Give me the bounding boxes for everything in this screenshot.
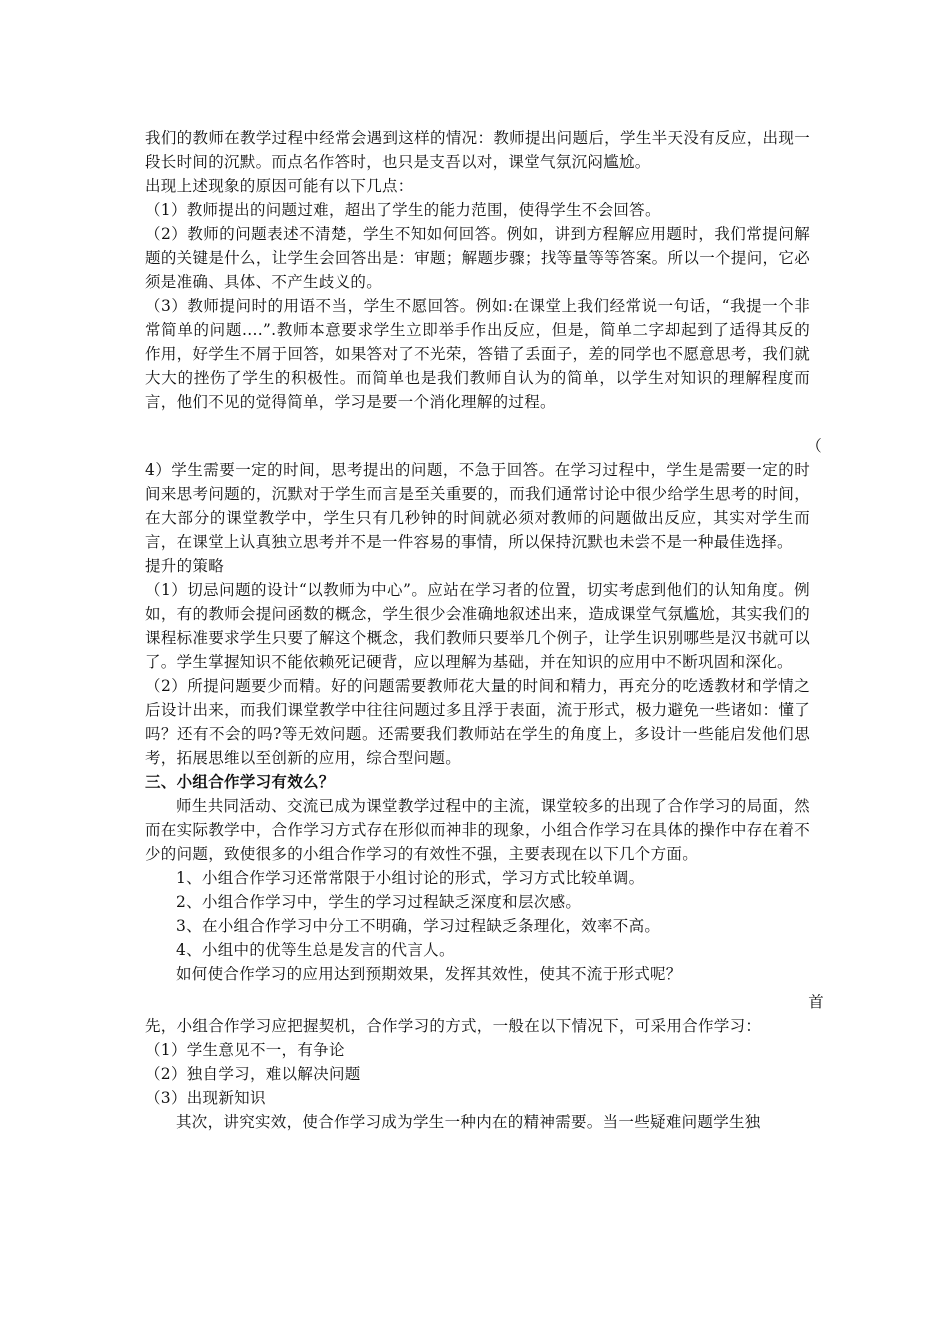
problem-item-2: 2、小组合作学习中，学生的学习过程缺乏深度和层次感。 [176, 893, 582, 911]
strategy-heading: 提升的策略 [145, 557, 225, 575]
stray-character: 首 [808, 993, 824, 1011]
cause-item-2: （2）教师的问题表述不清楚，学生不知如何回答。例如，讲到方程解应用题时，我们常提问解题的关键是什么，让学生会回答出是：审题；解题步骤；找等量等等答案。所以一个提问，它必须是准确、具体、不产生歧义的。 [145, 225, 810, 291]
cause-item-3: （3）教师提问时的用语不当，学生不愿回答。例如:在课堂上我们经常说一句话，“我提一个非常简单的问题....”.教师本意要求学生立即举手作出反应，但是，简单二字却起到了适得其反的作用，好学生不屑于回答，如果答对了不光荣，答错了丢面子，差的同学也不愿意思考，我们就大大的挫伤了学生的积极性。而简单也是我们教师自认为的简单，以学生对知识的理解程度而言，他们不见的觉得简单，学习是要一个消化理解的过程。 [145, 297, 810, 411]
problem-item-3: 3、在小组合作学习中分工不明确，学习过程缺乏条理化，效率不高。 [176, 917, 661, 935]
paragraph-gap [145, 414, 810, 434]
situation-item-1: （1）学生意见不一，有争论 [145, 1041, 345, 1059]
strategy-item-2: （2）所提问题要少而精。好的问题需要教师花大量的时间和精力，再充分的吃透教材和学情之后设计出来，而我们课堂教学中往往问题过多且浮于表面，流于形式，极力避免一些诸如：懂了吗？还有不会的吗?等无效问题。还需要我们教师站在学生的角度上，多设计一些能启发他们思考，拓展思维以至创新的应用，综合型问题。 [145, 677, 810, 767]
strategy-item-1: （1）切忌问题的设计“以教师为中心”。应站在学习者的位置，切实考虑到他们的认知角度。例如，有的教师会提问函数的概念，学生很少会准确地叙述出来，造成课堂气氛尴尬，其实我们的课程标准要求学生只要了解这个概念，我们教师只要举几个例子，让学生识别哪些是汉书就可以了。学生掌握知识不能依赖死记硬背，应以理解为基础，并在知识的应用中不断巩固和深化。 [145, 581, 810, 671]
question-paragraph: 如何使合作学习的应用达到预期效果，发挥其效性，使其不流于形式呢？ [176, 965, 682, 983]
intro-paragraph: 我们的教师在教学过程中经常会遇到这样的情况：教师提出问题后，学生半天没有反应，出现一段长时间的沉默。而点名作答时，也只是支吾以对，课堂气氛沉闷尴尬。 [145, 129, 810, 171]
first-point-paragraph: 先，小组合作学习应把握契机，合作学习的方式，一般在以下情况下，可采用合作学习： [145, 1017, 762, 1035]
situation-item-3: （3）出现新知识 [145, 1089, 266, 1107]
cooperation-paragraph: 师生共同活动、交流已成为课堂教学过程中的主流，课堂较多的出现了合作学习的局面，然而在实际教学中，合作学习方式存在形似而神非的现象，小组合作学习在具体的操作中存在着不少的问题，致使很多的小组合作学习的有效性不强，主要表现在以下几个方面。 [145, 797, 810, 863]
causes-lead: 出现上述现象的原因可能有以下几点： [145, 177, 414, 195]
situation-item-2: （2）独自学习，难以解决问题 [145, 1065, 361, 1083]
document-body [145, 126, 824, 1134]
problem-item-4: 4、小组中的优等生总是发言的代言人。 [176, 941, 455, 959]
stray-parenthesis: （ [806, 437, 822, 455]
section-heading-3: 三、小组合作学习有效么？ [145, 772, 335, 791]
problem-item-1: 1、小组合作学习还常常限于小组讨论的形式，学习方式比较单调。 [176, 869, 645, 887]
cause-item-4: 4）学生需要一定的时间，思考提出的问题，不急于回答。在学习过程中，学生是需要一定的时间来思考问题的，沉默对于学生而言是至关重要的，而我们通常讨论中很少给学生思考的时间，在大部分的课堂教学中，学生只有几秒钟的时间就必须对教师的问题做出反应，其实对学生而言，在课堂上认真独立思考并不是一件容易的事情，所以保持沉默也未尝不是一种最佳选择。 [145, 461, 810, 551]
cause-item-1: （1）教师提出的问题过难，超出了学生的能力范围，使得学生不会回答。 [145, 201, 661, 219]
second-point-paragraph: 其次，讲究实效，使合作学习成为学生一种内在的精神需要。当一些疑难问题学生独 [176, 1113, 761, 1131]
